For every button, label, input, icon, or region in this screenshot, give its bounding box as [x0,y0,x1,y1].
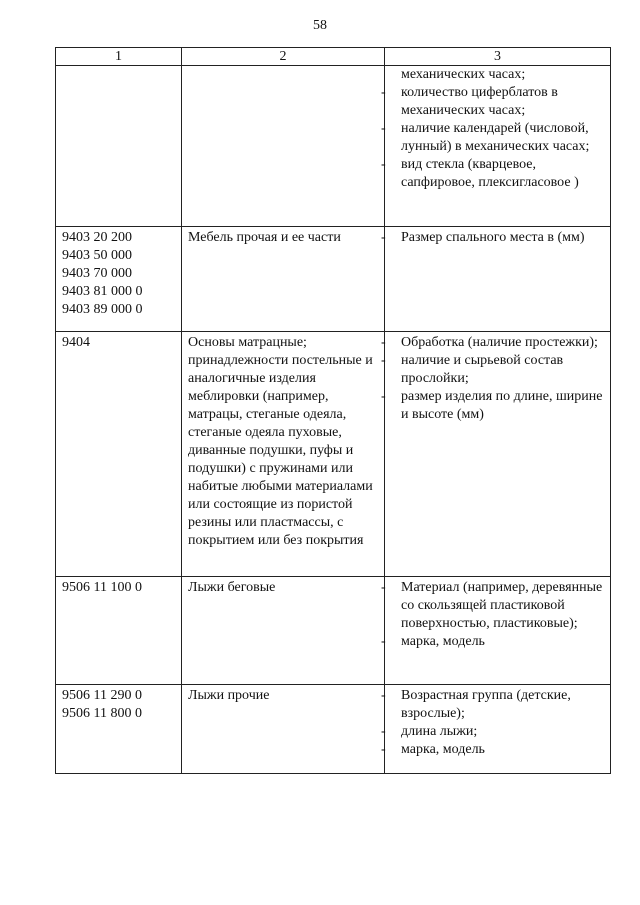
page-number: 58 [313,18,327,33]
column-header-1: 1 [56,48,182,66]
feature-item: - количество циферблатов в механических часах; [381,85,558,118]
feature-item: - наличие и сырьевой состав прослойки; [381,353,564,386]
codes-cell [56,332,182,577]
feature-item: - длина лыжи; [381,724,478,739]
goods-table [55,47,611,774]
features-cell [381,577,611,685]
table-row [56,227,611,332]
feature-item: - наличие календарей (числовой, лунный) в механических часах; [381,121,590,154]
name-cell [182,227,385,332]
feature-item: механических часах; [401,67,526,82]
column-header-2: 2 [182,48,385,66]
features-cell [381,685,611,774]
name-cell [182,577,385,685]
features-cell [381,332,611,577]
feature-item: - Размер спального места в (мм) [381,230,585,245]
feature-item: - марка, модель [381,634,485,649]
code-line: 9403 70 000 [62,266,132,281]
codes-cell [56,66,182,227]
codes-cell [56,685,182,774]
features-cell [381,66,611,227]
header-row [56,48,611,66]
code-line: 9403 89 000 0 [62,302,143,317]
code-line: 9403 81 000 0 [62,284,143,299]
code-line: 9403 50 000 [62,248,132,263]
feature-item: - Возрастная группа (детские, взрослые); [381,688,571,721]
name-cell [182,685,385,774]
goods-name: Лыжи прочие [188,688,270,703]
table-row [56,66,611,227]
goods-name: Основы матрацные; принадлежности постельные и аналогичные изделия меблировки (например, матрацы, стеганые одеяла, стеганые одеяла пуховые, диванные подушки, пуфы и подушки) с пружинами или набитые любыми материалами или состоящие из пористой резины или пластмассы, с покрытием или без покрытия [188,335,373,548]
codes-cell [56,227,182,332]
code-line: 9404 [62,335,90,350]
code-line: 9506 11 290 0 [62,688,142,703]
feature-item: - вид стекла (кварцевое, сапфировое, плексигласовое ) [381,157,579,190]
feature-item: - Обработка (наличие простежки); [381,335,598,350]
code-line: 9506 11 800 0 [62,706,142,721]
table-row [56,577,611,685]
column-header-3: 3 [385,48,611,66]
features-cell [381,227,611,332]
table-row [56,332,611,577]
name-cell [182,332,385,577]
feature-item: - Материал (например, деревянные со скользящей пластиковой поверхностью, пластиковые); [381,580,603,631]
goods-name: Лыжи беговые [188,580,276,595]
codes-cell [56,577,182,685]
feature-item: - размер изделия по длине, ширине и высоте (мм) [381,389,603,422]
name-cell [182,66,385,227]
goods-name: Мебель прочая и ее части [188,230,341,245]
code-line: 9403 20 200 [62,230,132,245]
feature-item: - марка, модель [381,742,485,757]
table-row [56,685,611,774]
code-line: 9506 11 100 0 [62,580,142,595]
